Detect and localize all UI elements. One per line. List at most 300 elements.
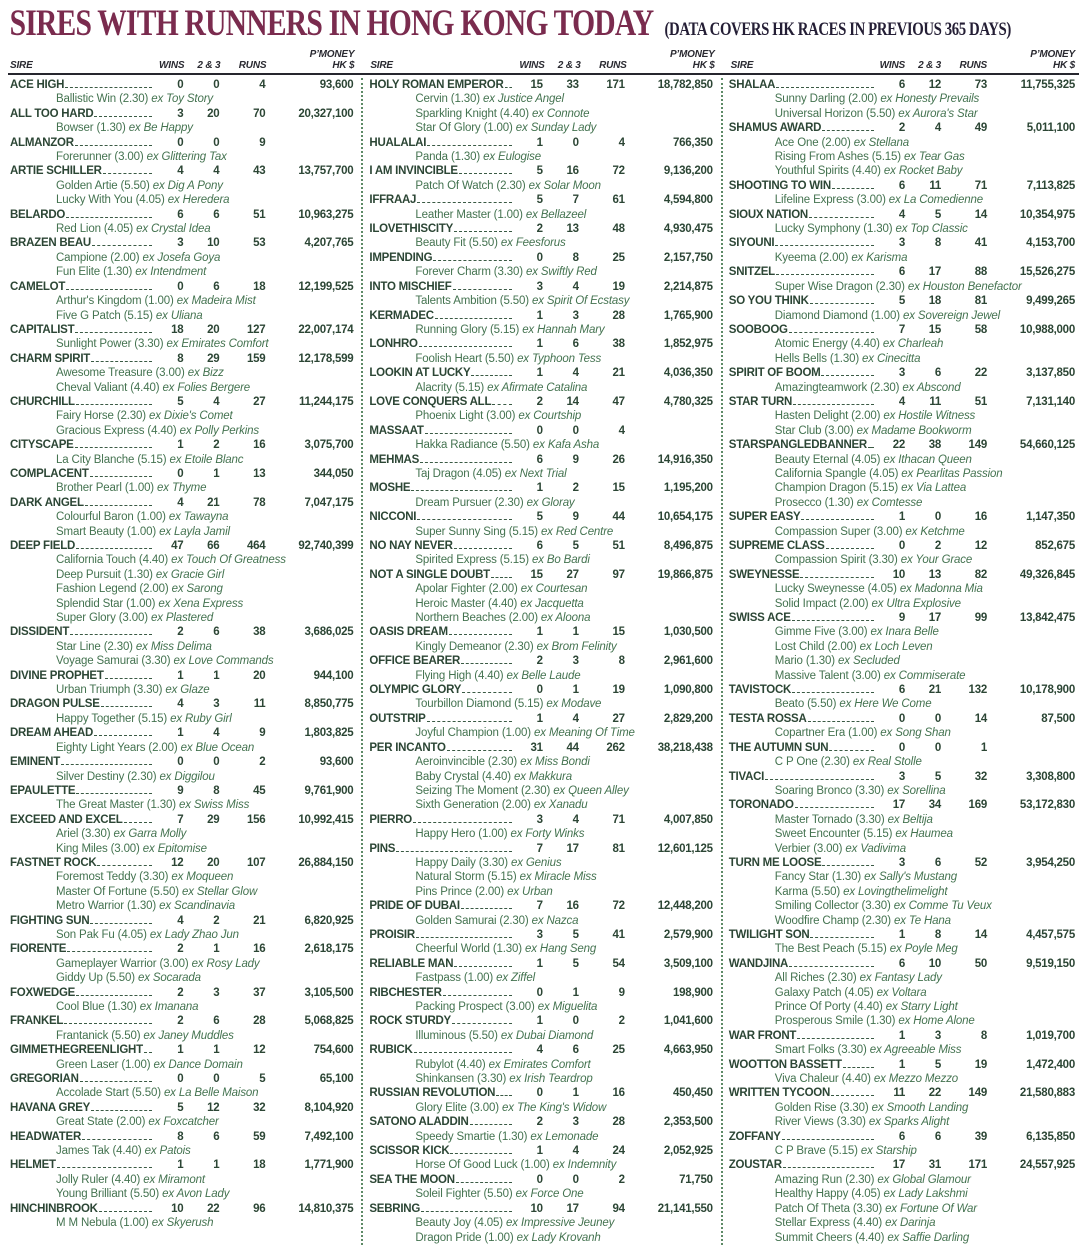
- sire-wins: 1: [536, 1015, 543, 1028]
- dam-reference: [526, 266, 597, 278]
- sire-row: [10, 914, 353, 928]
- ex-label: ex: [887, 813, 900, 826]
- sire-prizemoney: 19,866,875: [657, 568, 713, 581]
- dam-name: Sunday Lady: [530, 122, 597, 135]
- dam-name: Voltara: [891, 986, 927, 999]
- sire-row: [10, 539, 353, 553]
- sire-2and3: 44: [566, 741, 579, 754]
- sire-wins: 2: [177, 986, 184, 999]
- leader-dots: [801, 519, 874, 520]
- sire-row: [729, 1029, 1075, 1043]
- page-subtitle: (DATA COVERS HK RACES IN PREVIOUS 365 DAYS): [664, 20, 1011, 40]
- sire-name: SO YOU THINK: [728, 295, 809, 308]
- ex-label: ex: [883, 669, 896, 682]
- ex-label: ex: [488, 1058, 501, 1071]
- dam-name: Charleah: [897, 338, 944, 351]
- dam-reference: [854, 137, 909, 149]
- dam-reference: [870, 1044, 962, 1056]
- dam-reference: [541, 526, 613, 538]
- sire-runs: 72: [612, 900, 625, 913]
- runner-name: Fastpass (1.00): [415, 972, 494, 985]
- sire-row: [369, 1173, 712, 1187]
- runner-name: Green Laser (1.00): [56, 1058, 151, 1071]
- runner-name: Soleil Fighter (5.50): [415, 1188, 513, 1201]
- header-wins-label: WINS: [159, 60, 185, 71]
- sire-wins: 17: [892, 1159, 905, 1172]
- sire-2and3: 38: [928, 439, 941, 452]
- progeny-line: [729, 222, 1075, 236]
- runner-name: Heroic Master (4.40): [415, 597, 518, 610]
- dam-reference: [489, 1059, 591, 1071]
- sire-name: SCISSOR KICK: [369, 1145, 450, 1158]
- sire-name: I AM INVINCIBLE: [369, 165, 458, 178]
- ex-label: ex: [871, 1101, 884, 1114]
- runner-name: Super Glory (3.00): [56, 612, 148, 625]
- ex-label: ex: [187, 367, 200, 380]
- sire-row: [10, 1014, 353, 1028]
- progeny-line: [369, 381, 712, 395]
- sire-2and3: 17: [928, 612, 941, 625]
- sire-block: [10, 726, 353, 755]
- progeny-line: [10, 150, 353, 164]
- sire-prizemoney: 6,820,925: [304, 914, 354, 927]
- ex-label: ex: [143, 1029, 156, 1042]
- sire-row: [729, 957, 1075, 971]
- ex-label: ex: [553, 784, 566, 797]
- ex-label: ex: [887, 784, 900, 797]
- runner-name: Lucky Symphony (1.30): [774, 223, 893, 236]
- sire-prizemoney: 1,771,900: [304, 1159, 354, 1172]
- runner-name: Rubylot (4.40): [415, 1058, 486, 1071]
- runner-name: M M Nebula (1.00): [56, 1217, 149, 1230]
- leader-dots: [427, 721, 512, 722]
- ex-label: ex: [136, 223, 148, 236]
- ex-label: ex: [519, 871, 532, 884]
- ex-label: ex: [510, 856, 523, 869]
- runner-name: Glory Elite (3.00): [415, 1101, 499, 1114]
- sire-2and3: 34: [928, 799, 941, 812]
- sire-runs: 37: [253, 986, 266, 999]
- runner-name: Golden Artie (5.50): [56, 179, 150, 192]
- leader-dots: [417, 202, 512, 203]
- dam-name: Indemnity: [567, 1159, 617, 1172]
- sire-runs: 43: [253, 165, 266, 178]
- dam-name: Commiserate: [898, 669, 966, 682]
- progeny-line: [729, 726, 1075, 740]
- sire-name: SOOBOOG: [728, 323, 788, 336]
- sire-name: PRIDE OF DUBAI: [369, 900, 460, 913]
- sire-block: [10, 697, 353, 726]
- sire-2and3: 31: [928, 1159, 941, 1172]
- dam-reference: [496, 972, 535, 984]
- sire-name: RIBCHESTER: [369, 986, 442, 999]
- sire-row: [729, 770, 1075, 784]
- ex-label: ex: [531, 295, 544, 308]
- progeny-line: [369, 525, 712, 539]
- dam-name: Beltija: [902, 813, 933, 826]
- ex-label: ex: [159, 525, 171, 538]
- ex-label: ex: [851, 251, 864, 264]
- runner-name: Champion Dragon (5.15): [774, 482, 899, 495]
- ex-label: ex: [142, 251, 155, 264]
- dam-name: Meaning Of Time: [548, 727, 635, 740]
- progeny-line: [369, 323, 712, 337]
- sire-row: [10, 813, 353, 827]
- sire-runs: 28: [253, 1015, 266, 1028]
- sire-block: [10, 539, 353, 625]
- sire-runs: 51: [253, 208, 266, 221]
- sire-prizemoney: 13,757,700: [298, 165, 354, 178]
- runner-name: Talents Ambition (5.50): [415, 295, 529, 308]
- dam-name: Starry Light: [900, 1001, 958, 1013]
- sire-block: [729, 208, 1075, 237]
- runner-name: Fun Elite (1.30): [56, 266, 133, 279]
- leader-dots: [793, 404, 874, 405]
- sire-prizemoney: 344,050: [313, 467, 354, 480]
- dam-reference: [887, 785, 945, 797]
- sire-block: [10, 942, 353, 985]
- sire-block: [10, 323, 353, 352]
- sire-wins: 1: [536, 626, 543, 639]
- ex-label: ex: [514, 770, 526, 783]
- sire-prizemoney: 53,172,830: [1019, 799, 1075, 812]
- sire-prizemoney: 1,041,600: [663, 1015, 713, 1028]
- sire-row: [10, 697, 353, 711]
- progeny-line: [10, 885, 353, 899]
- dam-reference: [180, 425, 259, 437]
- sire-2and3: 0: [572, 424, 579, 437]
- runner-name: Massive Talent (3.00): [774, 669, 881, 682]
- sire-wins: 0: [177, 136, 184, 149]
- runner-name: Illuminous (5.50): [415, 1029, 498, 1042]
- sire-name: TAVISTOCK: [728, 684, 792, 697]
- dam-reference: [534, 727, 635, 739]
- ex-label: ex: [159, 900, 171, 913]
- sire-block: [729, 1058, 1075, 1087]
- header-runs-label: RUNS: [238, 60, 267, 71]
- sire-block: [369, 481, 712, 510]
- dam-reference: [168, 194, 230, 206]
- ex-label: ex: [176, 295, 189, 308]
- sire-runs: 88: [974, 266, 987, 279]
- ex-label: ex: [859, 972, 872, 985]
- sire-wins: 0: [536, 424, 543, 437]
- dam-name: Dubai Diamond: [515, 1029, 594, 1042]
- sire-2and3: 0: [934, 511, 941, 524]
- runner-name: Master Tornado (3.30): [774, 813, 885, 826]
- dam-reference: [532, 915, 579, 927]
- runner-name: Rising From Ashes (5.15): [774, 151, 901, 164]
- sire-wins: 3: [536, 813, 543, 826]
- progeny-line: [729, 870, 1075, 884]
- sire-wins: 2: [536, 223, 543, 236]
- sire-prizemoney: 2,579,900: [663, 928, 713, 941]
- sire-name: IMPENDING: [369, 251, 433, 264]
- sire-wins: 1: [536, 712, 543, 725]
- sire-prizemoney: 4,036,350: [663, 367, 713, 380]
- sire-name: LOOKIN AT LUCKY: [369, 367, 471, 380]
- sires-columns: [8, 78, 1079, 1245]
- ex-label: ex: [885, 1001, 898, 1013]
- sire-row: [369, 366, 712, 380]
- dam-name: Scandinavia: [174, 900, 236, 913]
- sire-2and3: 9: [572, 511, 579, 524]
- sire-prizemoney: 5,068,825: [304, 1015, 354, 1028]
- sire-2and3: 4: [572, 1145, 579, 1158]
- runner-name: Prosecco (1.30): [774, 496, 854, 509]
- sire-wins: 1: [898, 511, 905, 524]
- page-title: SIRES WITH RUNNERS IN HONG KONG TODAY: [9, 3, 654, 44]
- sire-name: DARK ANGEL: [10, 496, 84, 509]
- runner-name: Universal Horizon (5.50): [774, 107, 896, 120]
- dam-reference: [165, 684, 209, 696]
- dam-name: Smooth Landing: [886, 1101, 969, 1114]
- progeny-line: [10, 92, 353, 106]
- runner-name: Colourful Baron (1.00): [56, 511, 166, 524]
- sire-name: STAR TURN: [728, 395, 793, 408]
- sire-prizemoney: 2,618,175: [304, 943, 354, 956]
- leader-dots: [868, 447, 874, 448]
- sire-wins: 2: [177, 1015, 184, 1028]
- sire-wins: 3: [898, 367, 905, 380]
- runner-name: Horse Of Good Luck (1.00): [415, 1159, 550, 1172]
- sire-runs: 5: [259, 1073, 266, 1086]
- leader-dots: [783, 1167, 874, 1168]
- leader-dots: [831, 1095, 874, 1096]
- sire-prizemoney: 766,350: [672, 136, 713, 149]
- sire-block: [729, 928, 1075, 957]
- sire-row: [369, 337, 712, 351]
- sire-prizemoney: 12,601,125: [657, 842, 713, 855]
- dam-name: Honesty Prevails: [895, 93, 980, 106]
- sire-block: [369, 222, 712, 251]
- sire-row: [369, 899, 712, 913]
- runner-name: Cool Blue (1.30): [56, 1001, 137, 1013]
- dam-reference: [151, 93, 213, 105]
- runner-name: The Great Master (1.30): [56, 799, 176, 812]
- dam-reference: [483, 151, 541, 163]
- dam-reference: [905, 526, 964, 538]
- sire-prizemoney: 4,207,765: [304, 237, 354, 250]
- sire-prizemoney: 3,105,500: [304, 986, 354, 999]
- progeny-line: [729, 986, 1075, 1000]
- dam-reference: [883, 454, 971, 466]
- sire-row: [729, 611, 1075, 625]
- progeny-line: [10, 525, 353, 539]
- runner-name: Verbier (3.00): [774, 842, 843, 855]
- sire-prizemoney: 3,075,700: [304, 439, 354, 452]
- dam-name: Janey Muddles: [158, 1029, 234, 1042]
- progeny-line: [729, 1101, 1075, 1115]
- sire-name: WAR FRONT: [728, 1029, 797, 1042]
- sire-runs: 21: [253, 914, 266, 927]
- dam-reference: [885, 1217, 935, 1229]
- runner-name: Gimme Five (3.00): [774, 626, 868, 639]
- sire-2and3: 15: [928, 323, 941, 336]
- sire-row: [10, 856, 353, 870]
- ex-label: ex: [882, 338, 895, 351]
- dam-name: Tear Gas: [918, 151, 965, 164]
- progeny-line: [10, 770, 353, 784]
- sire-row: [729, 78, 1075, 92]
- progeny-line: [10, 827, 353, 841]
- header-pmoney-label: P’MONEY HK $: [309, 49, 355, 71]
- sire-prizemoney: 10,963,275: [298, 208, 354, 221]
- ex-label: ex: [149, 928, 162, 941]
- sire-2and3: 1: [213, 943, 220, 956]
- runner-name: Voyage Samurai (3.30): [56, 655, 171, 668]
- dam-reference: [901, 482, 966, 494]
- sire-block: [729, 539, 1075, 568]
- dam-name: Haumea: [910, 828, 953, 841]
- sire-name: ARTIE SCHILLER: [10, 165, 102, 178]
- runner-name: Fashion Legend (2.00): [56, 583, 169, 596]
- runner-name: Leather Master (1.00): [415, 208, 523, 221]
- sire-block: [729, 741, 1075, 770]
- progeny-line: [729, 136, 1075, 150]
- sire-runs: 19: [612, 684, 625, 697]
- sire-wins: 7: [898, 323, 905, 336]
- runner-name: Silver Destiny (2.30): [56, 770, 157, 783]
- dam-reference: [541, 612, 590, 624]
- ex-label: ex: [868, 1116, 881, 1129]
- sire-block: [729, 1158, 1075, 1244]
- sire-name: CHARM SPIRIT: [10, 352, 91, 365]
- sire-wins: 0: [898, 540, 905, 552]
- sire-runs: 22: [974, 367, 987, 380]
- sire-runs: 14: [974, 928, 987, 941]
- header-2and3-label: 2 & 3: [918, 60, 941, 71]
- sire-name: SHALAA: [728, 79, 776, 91]
- sire-name: DIVINE PROPHET: [10, 669, 104, 682]
- runner-name: Son Pak Fu (4.05): [56, 928, 147, 941]
- sire-row: [369, 1202, 712, 1216]
- sire-prizemoney: 9,519,150: [1026, 957, 1075, 970]
- sire-2and3: 14: [566, 395, 579, 408]
- dam-name: Swiftly Red: [540, 266, 597, 279]
- sire-block: [10, 669, 353, 698]
- leader-dots: [810, 937, 874, 938]
- sire-prizemoney: 7,492,100: [304, 1130, 354, 1143]
- sire-block: [729, 294, 1075, 323]
- ex-label: ex: [162, 381, 175, 394]
- sire-row: [729, 294, 1075, 308]
- ex-label: ex: [113, 828, 126, 841]
- leader-dots: [775, 245, 874, 246]
- sire-row: [10, 496, 353, 510]
- sire-prizemoney: 8,496,875: [663, 540, 713, 552]
- sire-2and3: 21: [207, 496, 220, 509]
- sire-row: [10, 784, 353, 798]
- runner-name: Foremost Teddy (3.30): [56, 871, 169, 884]
- sire-runs: 27: [253, 395, 266, 408]
- sire-2and3: 4: [572, 813, 579, 826]
- runner-name: Alacrity (5.15): [415, 381, 485, 394]
- runner-name: Copartner Era (1.00): [774, 727, 878, 740]
- dam-name: Sparks Alight: [883, 1116, 950, 1129]
- sire-prizemoney: 4,153,700: [1026, 237, 1075, 250]
- sire-runs: 52: [974, 856, 987, 869]
- sire-runs: 15: [612, 482, 625, 495]
- sire-wins: 4: [536, 1044, 543, 1057]
- dam-reference: [843, 886, 947, 898]
- sire-runs: 149: [968, 439, 987, 452]
- sire-runs: 464: [246, 540, 266, 552]
- dam-reference: [900, 583, 983, 595]
- progeny-line: [10, 294, 353, 308]
- runner-name: Jolly Ruler (4.40): [56, 1173, 141, 1186]
- sire-wins: 1: [177, 1159, 184, 1172]
- dam-name: Forty Winks: [525, 828, 585, 841]
- dam-name: Be Happy: [143, 122, 193, 135]
- leader-dots: [66, 289, 152, 290]
- runner-name: Patch Of Theta (3.30): [774, 1202, 883, 1215]
- progeny-line: [10, 870, 353, 884]
- sire-2and3: 8: [934, 928, 941, 941]
- column-header: [362, 50, 718, 71]
- ex-label: ex: [163, 1087, 176, 1100]
- sire-prizemoney: 1,765,900: [663, 309, 713, 322]
- sire-row: [10, 986, 353, 1000]
- sire-2and3: 3: [213, 698, 220, 711]
- dam-name: Lovingthelimelight: [858, 885, 948, 898]
- runner-name: Star Line (2.30): [56, 640, 133, 653]
- sire-row: [369, 957, 712, 971]
- sire-block: [369, 1202, 712, 1245]
- runner-name: Healthy Happy (4.05): [774, 1188, 881, 1201]
- sire-block: [10, 1072, 353, 1101]
- sire-name: SEA THE MOON: [369, 1173, 455, 1186]
- sire-runs: 25: [612, 1044, 625, 1057]
- sire-prizemoney: 450,450: [672, 1087, 713, 1100]
- progeny-line: [729, 553, 1075, 567]
- sire-prizemoney: 10,992,415: [298, 813, 354, 826]
- runner-name: Golden Samurai (2.30): [415, 914, 529, 927]
- runner-name: C P Brave (5.15): [774, 1145, 858, 1158]
- sire-block: [369, 568, 712, 626]
- sire-block: [729, 179, 1075, 208]
- runner-name: Sunlight Power (3.30): [56, 338, 164, 351]
- ex-label: ex: [128, 122, 141, 135]
- sire-prizemoney: 14,916,350: [657, 453, 713, 466]
- dam-reference: [516, 1188, 584, 1200]
- runner-name: Campione (2.00): [56, 251, 140, 264]
- ex-label: ex: [869, 1044, 882, 1057]
- sire-prizemoney: 4,457,575: [1026, 928, 1075, 941]
- dam-reference: [872, 1102, 969, 1114]
- runner-name: Stellar Express (4.40): [774, 1217, 883, 1230]
- sire-wins: 8: [177, 1130, 184, 1143]
- runner-name: Atomic Energy (4.40): [774, 338, 880, 351]
- sire-runs: 70: [253, 107, 266, 120]
- sire-runs: 12: [974, 540, 987, 552]
- runner-name: Ace One (2.00): [774, 136, 851, 149]
- sire-2and3: 6: [572, 1044, 579, 1057]
- progeny-line: [369, 1029, 712, 1043]
- sire-row: [729, 179, 1075, 193]
- ex-label: ex: [155, 309, 168, 322]
- ex-label: ex: [178, 799, 191, 812]
- sire-name: HUALALAI: [369, 136, 427, 149]
- dam-reference: [145, 1145, 191, 1157]
- leader-dots: [420, 462, 512, 463]
- dam-name: Ithacan Queen: [898, 453, 972, 466]
- progeny-line: [729, 525, 1075, 539]
- ex-label: ex: [533, 799, 546, 812]
- leader-dots: [453, 289, 512, 290]
- sire-row: [369, 683, 712, 697]
- sire-2and3: 0: [213, 79, 220, 91]
